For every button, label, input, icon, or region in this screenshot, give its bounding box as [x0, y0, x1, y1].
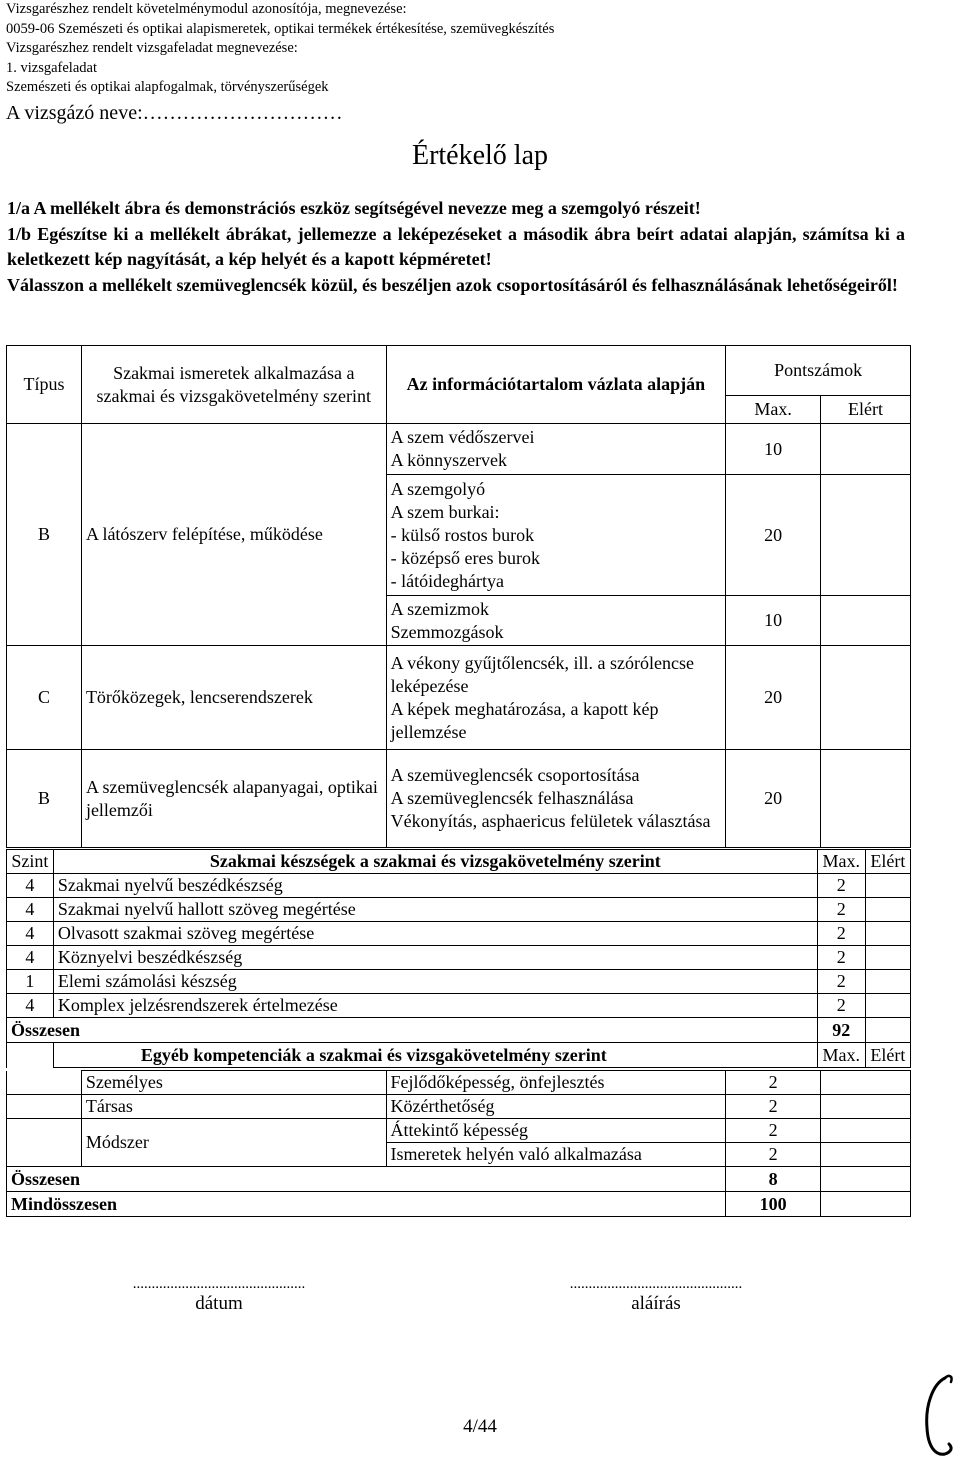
skill-name: Köznyelvi beszédkészség [53, 946, 817, 970]
date-label: dátum [195, 1293, 243, 1314]
achieved-cell[interactable] [821, 1192, 911, 1217]
max-cell: 2 [726, 1071, 821, 1095]
page-title: Értékelő lap [411, 140, 549, 171]
competency-group: Személyes [81, 1071, 386, 1095]
points-header: Pontszámok [726, 346, 911, 396]
achieved-cell[interactable] [821, 750, 911, 848]
signature-line: .............................................. [569, 1276, 743, 1292]
skill-name: Komplex jelzésrendszerek értelmezése [53, 994, 817, 1018]
date-line: .............................................. [132, 1276, 306, 1292]
max-cell: 2 [817, 946, 865, 970]
skills-table [6, 849, 911, 1068]
signature-label: aláírás [631, 1293, 681, 1314]
skill-name: Olvasott szakmai szöveg megértése [53, 922, 817, 946]
outline-line: A könnyszervek [390, 450, 508, 470]
type-header: Típus [7, 346, 82, 424]
document-header [6, 0, 554, 98]
skill-name: Elemi számolási készség [53, 970, 817, 994]
max-cell: 20 [726, 646, 821, 750]
achieved-cell[interactable] [821, 1143, 911, 1167]
task-paragraph: Válasszon a mellékelt szemüveglencsék közül, és beszéljen azok csoportosításáról és felhasználásának lehetőségeiről! [7, 274, 898, 295]
task-paragraph: 1/a A mellékelt ábra és demonstrációs eszköz segítségével nevezze meg a szemgolyó részeit! [7, 198, 701, 218]
max-cell: 10 [726, 596, 821, 646]
level-cell: 4 [7, 874, 54, 898]
achieved-cell[interactable] [865, 946, 910, 970]
achieved-cell[interactable] [821, 1095, 911, 1119]
evaluation-table [6, 345, 911, 848]
header-line: 0059-06 Szemészeti és optikai alapismeretek, optikai termékek értékesítése, szemüvegkészítés [6, 20, 555, 37]
outline-line: A vékony gyűjtőlencsék, ill. a szórólencse leképezése [390, 652, 695, 696]
outline-cell [386, 750, 726, 848]
competency-name: Fejlődőképesség, önfejlesztés [386, 1071, 726, 1095]
candidate-name-field: A vizsgázó neve:………………………… [6, 102, 343, 124]
level-cell: 4 [7, 946, 54, 970]
knowledge-header: Szakmai ismeretek alkalmazása a szakmai és vizsgakövetelmény szerint [81, 346, 386, 424]
achieved-header: Elért [865, 850, 910, 874]
achieved-cell[interactable] [865, 994, 910, 1018]
signature-block [525, 1276, 787, 1315]
type-cell: B [7, 750, 82, 848]
outline-line: Szemmozgások [390, 621, 504, 642]
outline-line: A szemüveglencsék csoportosítása [390, 765, 640, 785]
type-cell: C [7, 646, 82, 750]
max-cell: 20 [726, 750, 821, 848]
date-signature-block [88, 1276, 350, 1315]
competency-name: Ismeretek helyén való alkalmazása [386, 1143, 726, 1167]
knowledge-cell: Törőközegek, lencserendszerek [81, 646, 386, 750]
outline-cell [386, 475, 726, 596]
max-header: Max. [817, 850, 865, 874]
achieved-cell[interactable] [821, 475, 911, 596]
outline-line: A szemgolyó [390, 478, 486, 499]
achieved-cell[interactable] [865, 874, 910, 898]
grand-total-label: Mindösszesen [7, 1192, 726, 1217]
grand-total-value: 100 [726, 1192, 821, 1217]
achieved-cell[interactable] [865, 970, 910, 994]
max-cell: 2 [726, 1119, 821, 1143]
skills-total-label: Összesen [7, 1018, 818, 1043]
achieved-header: Elért [821, 396, 911, 424]
level-cell: 1 [7, 970, 54, 994]
max-cell: 2 [726, 1095, 821, 1119]
achieved-cell[interactable] [865, 922, 910, 946]
handwritten-mark-icon [915, 1370, 955, 1460]
outline-cell [386, 596, 726, 646]
achieved-cell[interactable] [821, 424, 911, 475]
outline-line: A képek meghatározása, a kapott kép jellemzése [390, 698, 659, 742]
max-cell: 2 [726, 1143, 821, 1167]
achieved-header: Elért [865, 1043, 910, 1068]
skills-total-value: 92 [817, 1018, 865, 1043]
header-line: 1. vizsgafeladat [6, 59, 97, 76]
other-total-value: 8 [726, 1167, 821, 1192]
outline-line: A szem védőszervei [390, 427, 535, 447]
achieved-cell[interactable] [865, 898, 910, 922]
max-header: Max. [726, 396, 821, 424]
outline-line: - külső rostos burok [390, 524, 535, 545]
competency-name: Áttekintő képesség [386, 1119, 726, 1143]
max-header: Max. [817, 1043, 865, 1068]
max-cell: 10 [726, 424, 821, 475]
achieved-cell[interactable] [821, 646, 911, 750]
outline-line: - látóideghártya [390, 570, 505, 591]
header-line: Vizsgarészhez rendelt követelménymodul azonosítója, megnevezése: [6, 1, 407, 17]
task-description [7, 196, 905, 298]
outline-header: Az információtartalom vázlata alapján [386, 346, 726, 424]
header-line: Szemészeti és optikai alapfogalmak, törvényszerűségek [6, 79, 329, 95]
knowledge-cell: A látószerv felépítése, működése [81, 424, 386, 646]
knowledge-cell: A szemüveglencsék alapanyagai, optikai jellemzői [81, 750, 386, 848]
skills-heading: Szakmai készségek a szakmai és vizsgakövetelmény szerint [53, 850, 817, 874]
level-cell: 4 [7, 898, 54, 922]
level-cell: 4 [7, 994, 54, 1018]
header-line: Vizsgarészhez rendelt vizsgafeladat megnevezése: [6, 40, 298, 56]
outline-cell [386, 646, 726, 750]
achieved-cell[interactable] [821, 1167, 911, 1192]
task-paragraph: 1/b Egészítse ki a mellékelt ábrákat, jellemezze a leképezéseket a második ábra beírt adatai alapján, számítsa ki a keletkezett kép nagyítását, a kép helyét és a kapott képméretet! [7, 223, 905, 269]
max-cell: 2 [817, 970, 865, 994]
outline-line: - középső eres burok [390, 547, 541, 568]
competency-group: Társas [81, 1095, 386, 1119]
max-cell: 2 [817, 994, 865, 1018]
achieved-cell[interactable] [821, 1119, 911, 1143]
page-number: 4/44 [463, 1416, 497, 1437]
competency-group: Módszer [81, 1119, 386, 1167]
achieved-cell[interactable] [821, 1071, 911, 1095]
other-heading: Egyéb kompetenciák a szakmai és vizsgakövetelmény szerint [140, 1044, 607, 1065]
type-cell: B [7, 424, 82, 646]
competency-name: Közérthetőség [386, 1095, 726, 1119]
outline-line: A szemizmok [390, 598, 490, 619]
other-competencies-table [6, 1070, 911, 1217]
achieved-cell[interactable] [865, 1018, 910, 1043]
outline-cell [386, 424, 726, 475]
level-cell: 4 [7, 922, 54, 946]
outline-line: Vékonyítás, asphaericus felületek választása [390, 811, 711, 831]
max-cell: 2 [817, 898, 865, 922]
outline-line: A szem burkai: [390, 501, 500, 522]
skill-name: Szakmai nyelvű beszédkészség [53, 874, 817, 898]
max-cell: 2 [817, 874, 865, 898]
level-header: Szint [7, 850, 54, 874]
skill-name: Szakmai nyelvű hallott szöveg megértése [53, 898, 817, 922]
other-total-label: Összesen [7, 1167, 726, 1192]
max-cell: 20 [726, 475, 821, 596]
outline-line: A szemüveglencsék felhasználása [390, 788, 634, 808]
max-cell: 2 [817, 922, 865, 946]
achieved-cell[interactable] [821, 596, 911, 646]
